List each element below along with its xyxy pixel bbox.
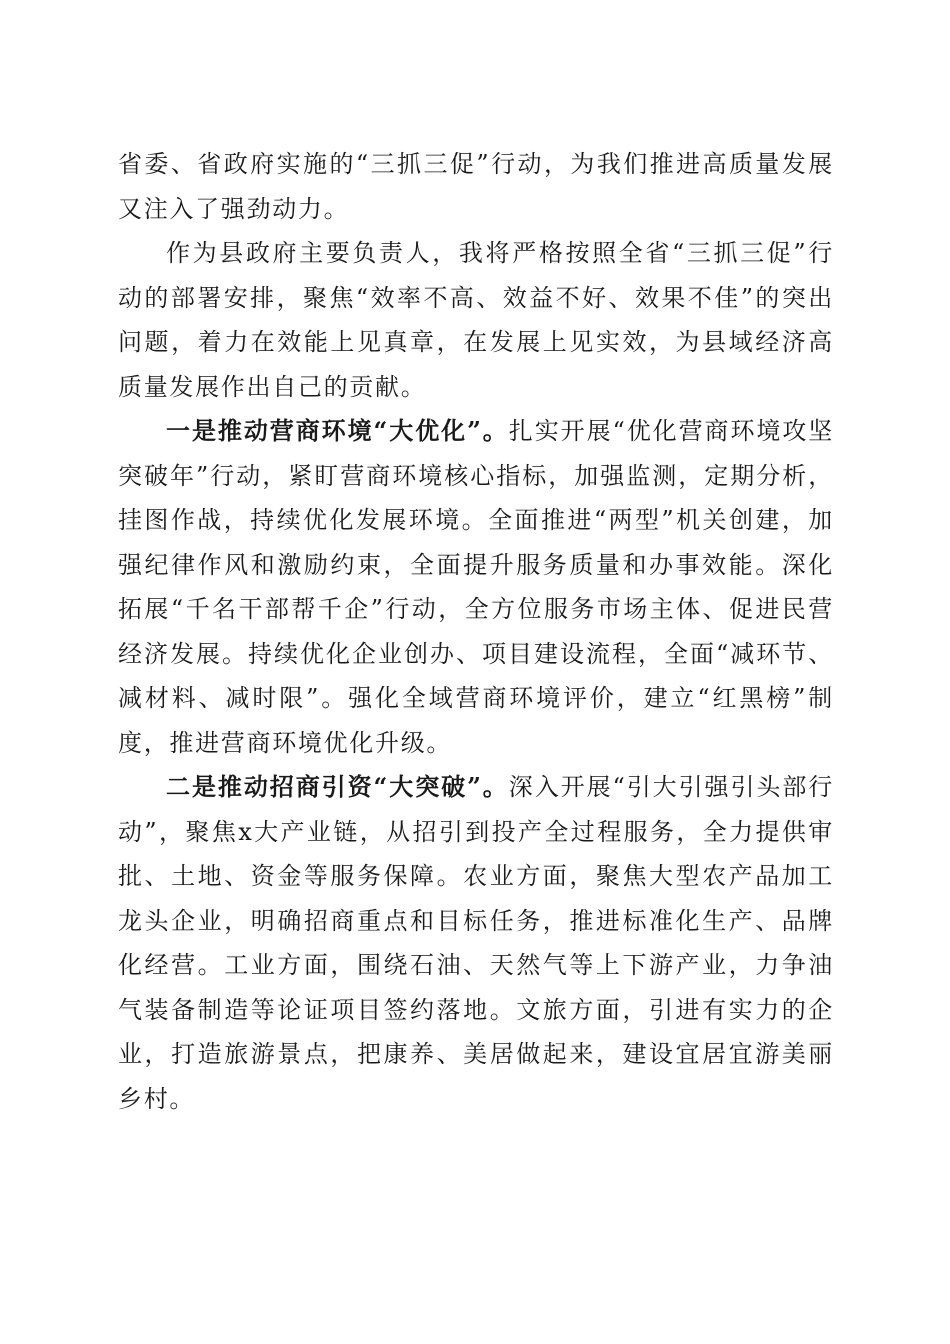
paragraph-continuation	[118, 142, 834, 231]
paragraph-business-environment	[118, 409, 834, 765]
paragraph-investment-attraction	[118, 765, 834, 1121]
paragraph-text: 省委、省政府实施的“三抓三促”行动，为我们推进高质量发展又注入了强劲动力。	[118, 150, 834, 223]
paragraph-lead-heading: 一是推动营商环境“大优化”。	[166, 416, 509, 445]
paragraph-intro	[118, 231, 834, 409]
paragraph-text: 扎实开展“优化营商环境攻坚突破年”行动，紧盯营商环境核心指标，加强监测，定期分析，挂图作战，持续优化发展环境。全面推进“两型”机关创建，加强纪律作风和激励约束，全面提升服务质量和办事效能。深化拓展“千名干部帮千企”行动，全方位服务市场主体、促进民营经济发展。持续优化企业创办、项目建设流程，全面“减环节、减材料、减时限”。强化全域营商环境评价，建立“红黑榜”制度，推进营商环境优化升级。	[118, 417, 834, 757]
paragraph-text: 深入开展“引大引强引头部行动”，聚焦x大产业链，从招引到投产全过程服务，全力提供审批、土地、资金等服务保障。农业方面，聚焦大型农产品加工龙头企业，明确招商重点和目标任务，推进标准化生产、品牌化经营。工业方面，围绕石油、天然气等上下游产业，力争油气装备制造等论证项目签约落地。文旅方面，引进有实力的企业，打造旅游景点，把康养、美居做起来，建设宜居宜游美丽乡村。	[118, 773, 834, 1113]
paragraph-lead-heading: 二是推动招商引资“大突破”。	[166, 772, 509, 801]
paragraph-text: 作为县政府主要负责人，我将严格按照全省“三抓三促”行动的部署安排，聚焦“效率不高、效益不好、效果不佳”的突出问题，着力在效能上见真章，在发展上见实效，为县域经济高质量发展作出自己的贡献。	[118, 239, 834, 401]
document-body	[118, 142, 834, 1121]
